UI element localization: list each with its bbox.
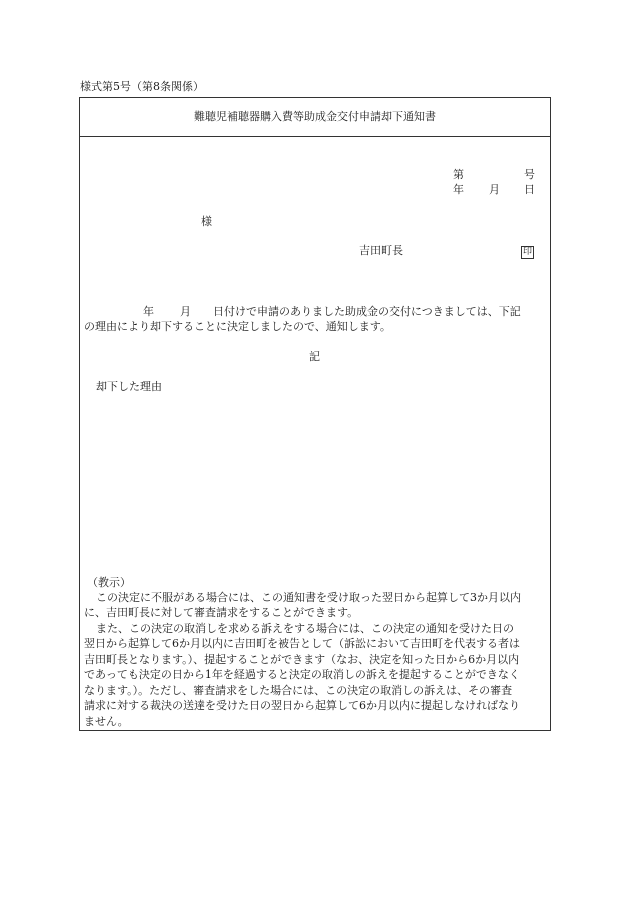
notice-p2-line6: 請求に対する裁決の送達を受けた日の翌日から起算して6か月以内に提起しなければなり [84, 699, 520, 712]
notice-p2-line1: また、この決定の取消しを求める訴えをする場合には、この決定の通知を受けた日の [96, 622, 514, 635]
notice-p2-line7: ません。 [84, 715, 129, 728]
body-line-2: の理由により却下することに決定しましたので、通知します。 [84, 320, 391, 333]
notice-p2-line2: 翌日から起算して6か月以内に吉田町を被告として（訴訟において吉田町を代表する者は [84, 637, 520, 650]
seal-mark [521, 244, 534, 259]
title-row [79, 97, 551, 137]
date-day: 日 [524, 183, 535, 196]
form-number-label: 様式第5号（第8条関係） [80, 80, 204, 93]
addressee-suffix: 様 [201, 215, 212, 228]
issuer-name: 吉田町長 [359, 244, 403, 257]
notice-p1-line1: この決定に不服がある場合には、この通知書を受け取った翌日から起算して3か月以内 [96, 591, 521, 604]
document-number-suffix: 号 [524, 168, 535, 181]
notice-p2-line4: であっても決定の日から1年を経過すると決定の取消しの訴えを提起することができなく [84, 668, 520, 681]
document-number-prefix: 第 [453, 168, 464, 181]
seal-icon: 印 [522, 247, 532, 257]
ki-heading: 記 [309, 350, 320, 363]
reason-label: 却下した理由 [96, 380, 162, 393]
body-month: 月 [180, 305, 191, 318]
notice-heading: （教示） [87, 576, 131, 589]
date-month: 月 [489, 183, 500, 196]
date-year: 年 [453, 183, 464, 196]
body-year: 年 [143, 305, 154, 318]
body-line-1: 日付けで申請のありました助成金の交付につきましては、下記 [213, 305, 521, 318]
notice-p2-line3: 吉田町長となります。）、提起することができます（なお、決定を知った日から6か月以内 [84, 653, 520, 666]
notice-p1-line2: に、吉田町長に対して審査請求をすることができます。 [84, 606, 359, 619]
notice-p2-line5: なります。）。ただし、審査請求をした場合には、この決定の取消しの訴えは、その審査 [84, 684, 513, 697]
document-title: 難聴児補聴器購入費等助成金交付申請却下通知書 [194, 110, 436, 123]
